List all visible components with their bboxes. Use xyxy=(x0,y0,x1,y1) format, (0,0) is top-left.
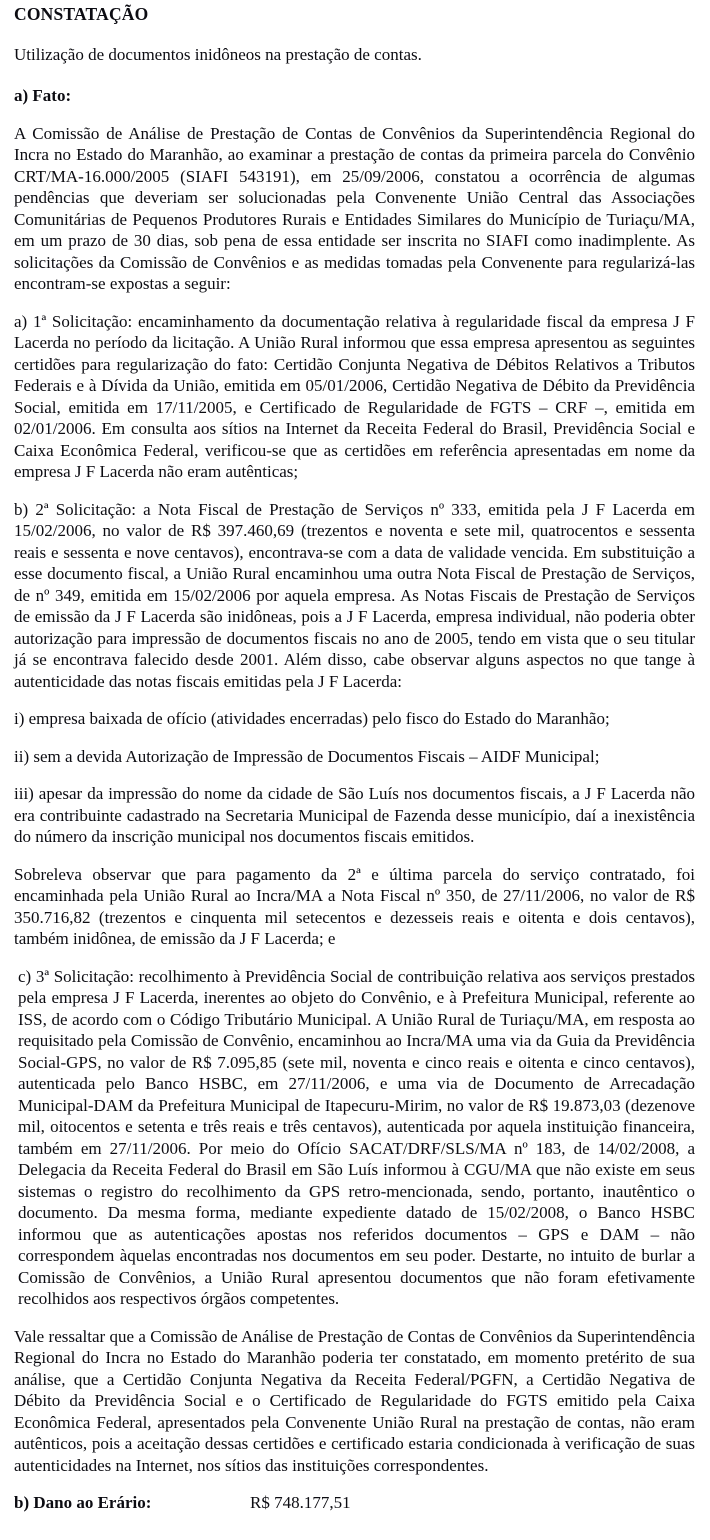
paragraph-solicitacao-2: b) 2ª Solicitação: a Nota Fiscal de Prestação de Serviços nº 333, emitida pela J F Lacerda em 15/02/2006, no valor de R$ 397.460,69 (trezentos e noventa e sete mil, quatrocentos e sessenta reais e sessenta e nove centavos), encontrava-se com a data de validade vencida. Em substituição a esse documento fiscal, a União Rural encaminhou uma outra Nota Fiscal de Prestação de Serviços, de nº 349, emitida em 15/02/2006 por aquela empresa. As Notas Fiscais de Prestação de Serviços de emissão da J F Lacerda são inidôneas, pois a J F Lacerda, empresa individual, não poderia obter autorização para impressão de documentos fiscais no ano de 2005, tendo em vista que o seu titular já se encontrava falecido desde 2001. Além disso, cabe observar alguns aspectos no que tange à autenticidade das notas fiscais emitidas pela J F Lacerda: xyxy=(14,499,695,691)
dano-ao-erario-value: R$ 748.177,51 xyxy=(250,1493,351,1512)
constatacao-subtitle: Utilização de documentos inidôneos na prestação de contas. xyxy=(14,44,422,64)
paragraph-sobreleva: Sobreleva observar que para pagamento da 2ª e última parcela do serviço contratado, foi encaminhada pela União Rural ao Incra/MA a Nota Fiscal nº 350, de 27/11/2006, no valor de R$ 350.716,82 (trezentos e cinquenta mil setecentos e dezesseis reais e oitenta e dois centavos), também inidônea, de emissão da J F Lacerda; e xyxy=(14,864,695,948)
page-title: CONSTATAÇÃO xyxy=(14,4,149,24)
list-item-i: i) empresa baixada de ofício (atividades encerradas) pelo fisco do Estado do Maranhão; xyxy=(14,709,610,728)
list-item-iii: iii) apesar da impressão do nome da cidade de São Luís nos documentos fiscais, a J F Lacerda não era contribuinte cadastrado na Secretaria Municipal de Fazenda desse município, daí a inexistência do número da inscrição municipal nos documentos fiscais emitidos. xyxy=(14,784,695,846)
paragraph-vale-ressaltar: Vale ressaltar que a Comissão de Análise de Prestação de Contas de Convênios da Superintendência Regional do Incra no Estado do Maranhão poderia ter constatado, em momento pretérito de sua análise, que a Certidão Conjunta Negativa da Receita Federal/PGFN, a Certidão Negativa de Débito da Previdência Social e o Certificado de Regularidade do FGTS emitido pela Caixa Econômica Federal, apresentados pela Convenente União Rural na prestação de contas, não eram autênticos, pois a aceitação dessas certidões e certificado estaria condicionada à verificação de suas autenticidades na Internet, nos sítios das instituições correspondentes. xyxy=(14,1326,695,1475)
list-item-ii: ii) sem a devida Autorização de Impressão de Documentos Fiscais – AIDF Municipal; xyxy=(14,746,600,766)
paragraph-solicitacao-1: a) 1ª Solicitação: encaminhamento da documentação relativa à regularidade fiscal da empresa J F Lacerda no período da licitação. A União Rural informou que essa empresa apresentou as seguintes certidões para regularização do fato: Certidão Conjunta Negativa de Débitos Relativos a Tributos Federais e à Dívida da União, emitida em 05/01/2006, Certidão Negativa de Débito da Previdência Social, emitida em 17/11/2005, e Certificado de Regularidade de FGTS – CRF –, emitida em 02/01/2006. Em consulta aos sítios na Internet da Receita Federal do Brasil, Previdência Social e Caixa Econômica Federal, verificou-se que as certidões em referência apresentadas em nome da empresa J F Lacerda não eram autênticas; xyxy=(14,311,695,481)
dano-ao-erario-label: b) Dano ao Erário: xyxy=(14,1493,152,1512)
dano-ao-erario-row xyxy=(14,1492,695,1514)
paragraph-intro: A Comissão de Análise de Prestação de Contas de Convênios da Superintendência Regional do Incra no Estado do Maranhão, ao examinar a prestação de contas da primeira parcela do Convênio CRT/MA-16.000/2005 (SIAFI 543191), em 25/09/2006, constatou a ocorrência de algumas pendências que deveriam ser solucionadas pela Convenente União Central das Associações Comunitárias de Pequenos Produtores Rurais e Entidades Similares do Município de Turiaçu/MA, em um prazo de 30 dias, sob pena de essa entidade ser inscrita no SIAFI como inadimplente. As solicitações da Comissão de Convênios e as medidas tomadas pela Convenente para regularizá-las encontram-se expostas a seguir: xyxy=(14,123,695,293)
paragraph-solicitacao-3: c) 3ª Solicitação: recolhimento à Previdência Social de contribuição relativa aos serviços prestados pela empresa J F Lacerda, inerentes ao objeto do Convênio, e à Prefeitura Municipal, referente ao ISS, de acordo com o Código Tributário Municipal. A União Rural de Turiaçu/MA, em resposta ao requisitado pela Comissão de Convênio, encaminhou ao Incra/MA uma via da Guia da Previdência Social-GPS, no valor de R$ 7.095,85 (sete mil, noventa e cinco reais e oitenta e cinco centavos), autenticada pelo Banco HSBC, em 27/11/2006, e uma via de Documento de Arrecadação Municipal-DAM da Prefeitura Municipal de Itapecuru-Mirim, no valor de R$ 19.873,03 (dezenove mil, oitocentos e setenta e três reais e três centavos), autenticada por aquela instituição financeira, também em 27/11/2006. Por meio do Ofício SACAT/DRF/SLS/MA nº 183, de 14/02/2008, a Delegacia da Receita Federal do Brasil em São Luís informou à CGU/MA que não existe em seus sistemas o registro do recolhimento da GPS retro-mencionada, sendo, portanto, inautêntico o documento. Da mesma forma, mediante expediente datado de 15/02/2008, o Banco HSBC informou que as autenticações apostas nos referidos documentos – GPS e DAM – não correspondem àquelas encontradas nos documentos em seu poder. Destarte, no intuito de burlar a Comissão de Convênios, a União Rural apresentou documentos que não foram efetivamente recolhidos aos respectivos órgãos competentes. xyxy=(18,966,695,1308)
section-a-heading: a) Fato: xyxy=(14,86,72,105)
